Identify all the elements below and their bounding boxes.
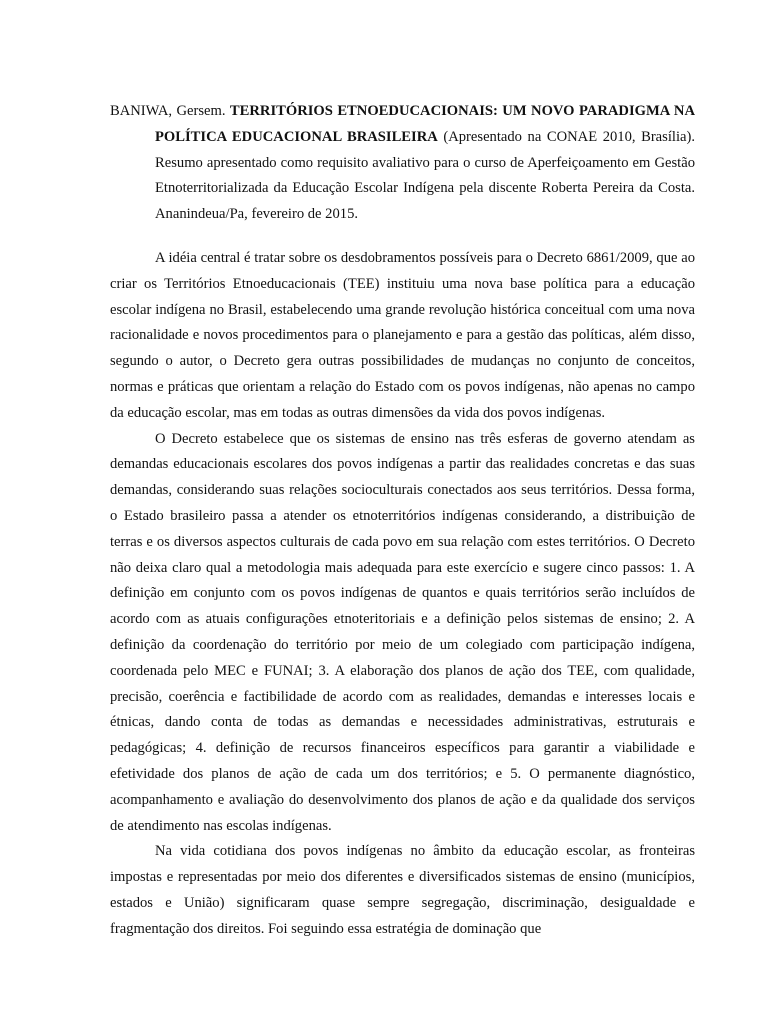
citation-details: (Apresentado na CONAE 2010, Brasília). Resumo apresentado como requisito avaliativo para o curso de Aperfeiçoamento em Gestão Etnoterritorializada da Educação Escolar Indígena pela discente Roberta Pereira da Costa. Ananindeua/Pa, fevereiro de 2015. <box>155 128 695 223</box>
paragraph-2: O Decreto estabelece que os sistemas de ensino nas três esferas de governo atendam as demandas educacionais escolares dos povos indígenas a partir das realidades concretas e das suas demandas, considerando suas relações socioculturais conectados aos seus territórios. Dessa forma, o Estado brasileiro passa a atender os etnoterritórios indígenas considerando, a distribuição de terras e os diversos aspectos culturais de cada povo em sua relação com estes territórios. O Decreto não deixa claro qual a metodologia mais adequada para este exercício e sugere cinco passos: 1. A definição em conjunto com os povos indígenas de quantos e quais territórios serão incluídos de acordo com as atuais configurações etnoteritoriais e a definição pelos sistemas de ensino; 2. A definição da coordenação do território por meio de um colegiado com participação indígena, coordenada pelo MEC e FUNAI; 3. A elaboração dos planos de ação dos TEE, com qualidade, precisão, coerência e factibilidade de acordo com as realidades, demandas e interesses locais e étnicas, dando conta de todas as demandas e necessidades administrativas, estruturais e pedagógicas; 4. definição de recursos financeiros específicos para garantir a viabilidade e efetividade dos planos de ação de cada um dos territórios; e 5. O permanente diagnóstico, acompanhamento e avaliação do desenvolvimento dos planos de ação e da qualidade dos serviços de atendimento nas escolas indígenas. <box>110 430 695 834</box>
paragraph-1: A idéia central é tratar sobre os desdobramentos possíveis para o Decreto 6861/2009, que ao criar os Territórios Etnoeducacionais (TEE) instituiu uma nova base política para a educação escolar indígena no Brasil, estabelecendo uma grande revolução histórica conceitual com uma nova racionalidade e novos procedimentos para o planejamento e para a gestão das políticas, além disso, segundo o autor, o Decreto gera outras possibilidades de mudanças no conjunto de conceitos, normas e práticas que orientam a relação do Estado com os povos indígenas, não apenas no campo da educação escolar, mas em todas as outras dimensões da vida dos povos indígenas. <box>110 249 695 421</box>
bibliographic-reference <box>110 99 695 228</box>
paragraph-3: Na vida cotidiana dos povos indígenas no âmbito da educação escolar, as fronteiras impostas e representadas por meio dos diferentes e diversificados sistemas de ensino (municípios, estados e União) significaram quase sempre segregação, discriminação, desigualdade e fragmentação dos direitos. Foi seguindo essa estratégia de dominação que <box>110 843 695 937</box>
citation-title: TERRITÓRIOS ETNOEDUCACIONAIS: UM NOVO PARADIGMA NA POLÍTICA EDUCACIONAL BRASILEIRA <box>155 103 695 145</box>
citation-author: BANIWA, Gersem. <box>110 103 230 119</box>
